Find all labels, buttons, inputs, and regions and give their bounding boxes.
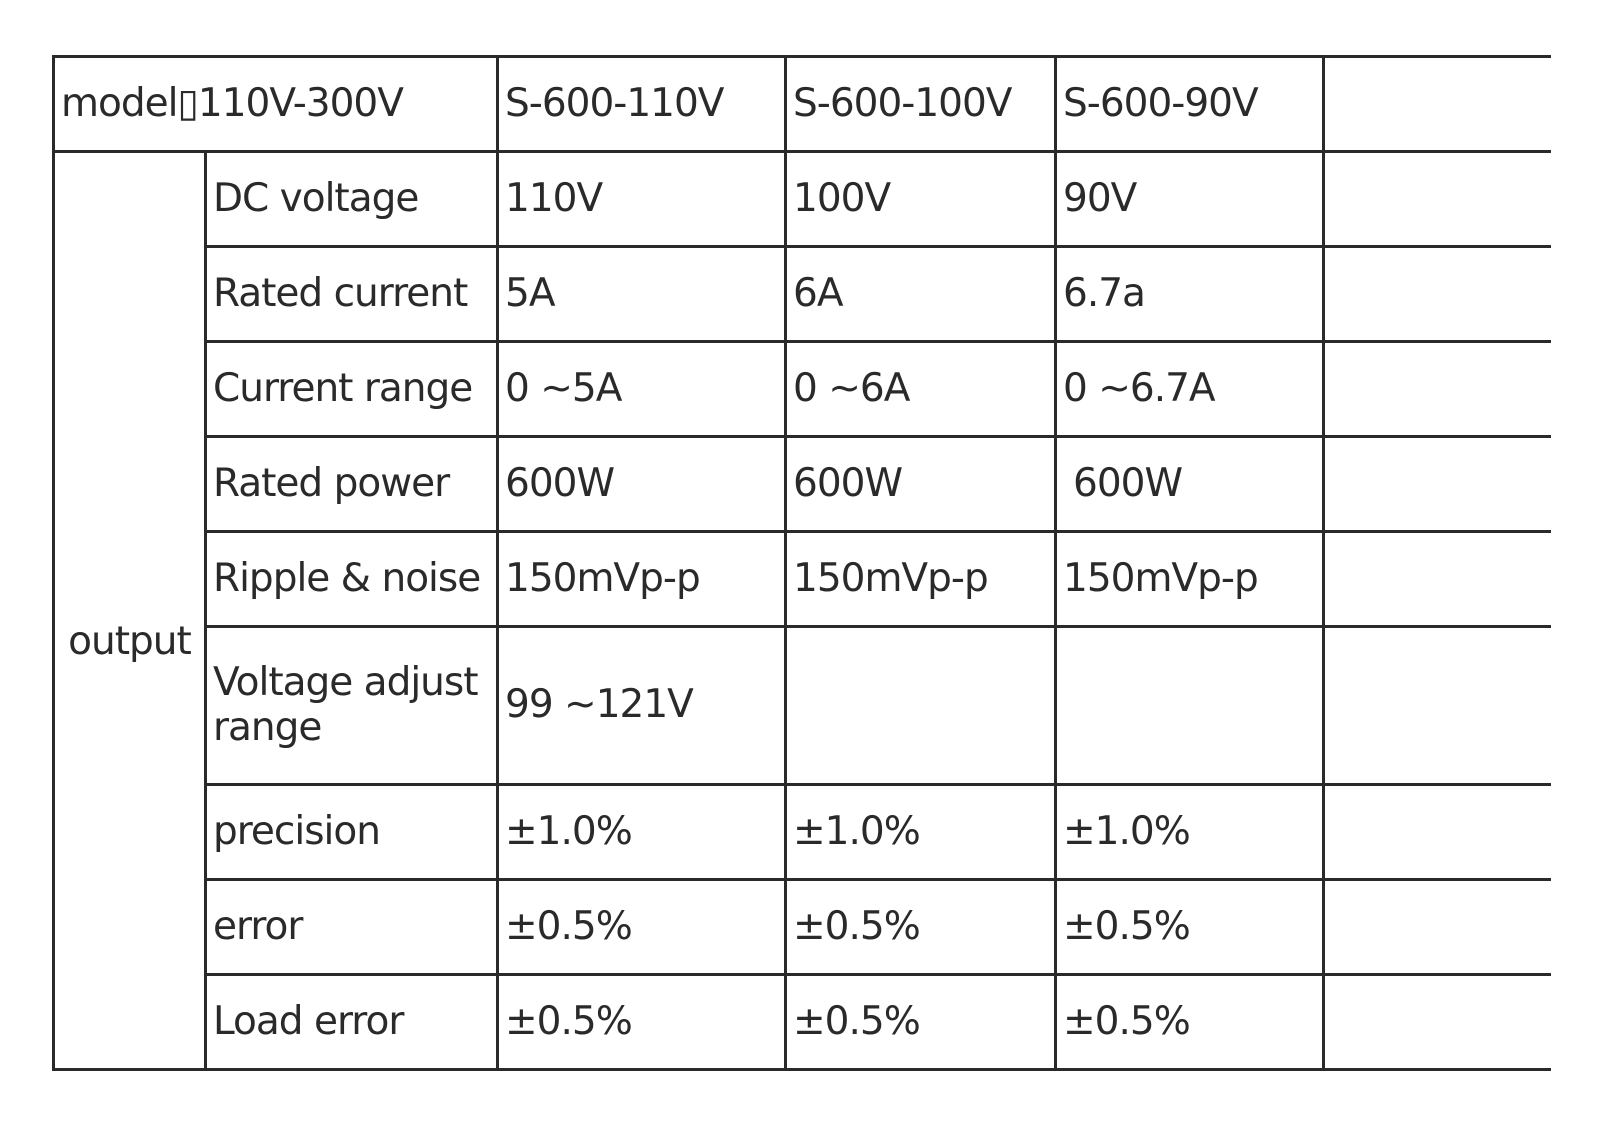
row-value: ±0.5%	[1056, 880, 1324, 975]
row-value: 0 ~5A	[498, 342, 786, 437]
row-value: 0 ~6.7A	[1056, 342, 1324, 437]
extra-header-cell	[1324, 57, 1551, 152]
row-label: DC voltage	[206, 152, 498, 247]
table-row	[54, 532, 1551, 627]
spec-table	[52, 55, 1551, 1071]
row-value: 110V	[498, 152, 786, 247]
row-label: Rated power	[206, 437, 498, 532]
empty-cell	[1324, 152, 1551, 247]
empty-cell	[1324, 342, 1551, 437]
row-value: 150mVp-p	[498, 532, 786, 627]
empty-cell	[1324, 532, 1551, 627]
row-value: 5A	[498, 247, 786, 342]
row-value: 99 ~121V	[498, 627, 786, 785]
row-label: Ripple & noise	[206, 532, 498, 627]
header-row	[54, 57, 1551, 152]
table-row	[54, 342, 1551, 437]
row-value: ±0.5%	[1056, 975, 1324, 1070]
model-header-1: S-600-110V	[498, 57, 786, 152]
empty-cell	[1324, 880, 1551, 975]
empty-cell	[1324, 247, 1551, 342]
table-row	[54, 975, 1551, 1070]
row-label: Rated current	[206, 247, 498, 342]
row-value: ±1.0%	[498, 785, 786, 880]
row-value: 150mVp-p	[1056, 532, 1324, 627]
empty-cell	[1324, 975, 1551, 1070]
model-range-label: model▯110V-300V	[54, 57, 498, 152]
row-value: ±0.5%	[786, 880, 1056, 975]
row-label: Voltage adjust range	[206, 627, 498, 785]
row-label: Current range	[206, 342, 498, 437]
row-value: 100V	[786, 152, 1056, 247]
row-label: precision	[206, 785, 498, 880]
model-header-3: S-600-90V	[1056, 57, 1324, 152]
row-value: 6.7a	[1056, 247, 1324, 342]
row-value: 600W	[498, 437, 786, 532]
row-value: ±1.0%	[1056, 785, 1324, 880]
empty-cell	[1324, 437, 1551, 532]
empty-cell	[1324, 627, 1551, 785]
model-header-2: S-600-100V	[786, 57, 1056, 152]
row-value: ±0.5%	[498, 880, 786, 975]
table-row	[54, 247, 1551, 342]
table-row	[54, 437, 1551, 532]
table-row	[54, 785, 1551, 880]
row-value: 90V	[1056, 152, 1324, 247]
row-value	[1056, 627, 1324, 785]
row-label: error	[206, 880, 498, 975]
row-value: 6A	[786, 247, 1056, 342]
row-value: ±0.5%	[498, 975, 786, 1070]
empty-cell	[1324, 785, 1551, 880]
table-row	[54, 627, 1551, 785]
row-value: ±1.0%	[786, 785, 1056, 880]
row-value: 150mVp-p	[786, 532, 1056, 627]
row-value: 600W	[786, 437, 1056, 532]
table-row	[54, 880, 1551, 975]
row-value: 0 ~6A	[786, 342, 1056, 437]
row-value: ±0.5%	[786, 975, 1056, 1070]
output-group-label: output	[54, 152, 206, 1070]
row-value: 600W	[1056, 437, 1324, 532]
row-value	[786, 627, 1056, 785]
table-row	[54, 152, 1551, 247]
row-label: Load error	[206, 975, 498, 1070]
